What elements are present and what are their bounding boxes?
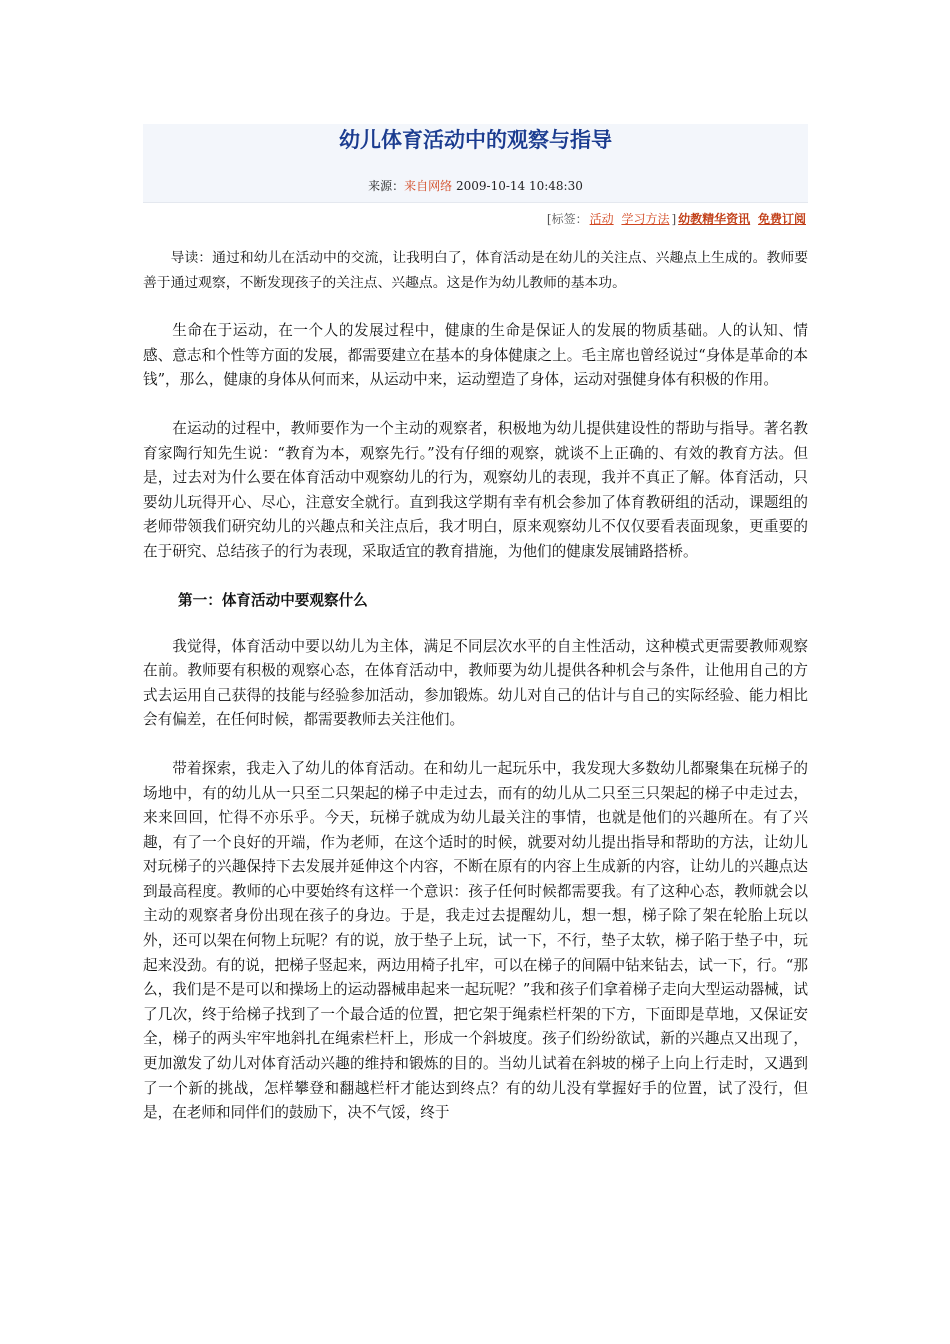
publish-datetime: 2009-10-14 10:48:30: [455, 179, 583, 193]
tags-open: [标签：: [546, 212, 588, 226]
article: [143, 124, 808, 1150]
article-meta: [143, 177, 808, 195]
article-title: 幼儿体育活动中的观察与指导: [339, 128, 612, 152]
article-header: [143, 124, 808, 203]
subscribe-link[interactable]: 免费订阅: [757, 212, 806, 226]
section-paragraph: 我觉得，体育活动中要以幼儿为主体，满足不同层次水平的自主性活动，这种模式更需要教师观察在前。教师要有积极的观察心态，在体育活动中，教师要为幼儿提供各种机会与条件，让他用自己的方式去运用自己获得的技能与经验参加活动，参加锻炼。幼儿对自己的估计与自己的实际经验、能力相比会有偏差，在任何时候，都需要教师去关注他们。: [143, 637, 808, 729]
tag-link-activity[interactable]: 活动: [589, 212, 614, 226]
tags-close: ]: [671, 212, 677, 226]
article-body: [143, 246, 808, 1126]
body-paragraph: 生命在于运动，在一个人的发展过程中，健康的生命是保证人的发展的物质基础。人的认知、情感、意志和个性等方面的发展，都需要建立在基本的身体健康之上。毛主席也曾经说过“身体是革命的本钱”，那么，健康的身体从何而来，从运动中来，运动塑造了身体，运动对强健身体有积极的作用。: [143, 322, 808, 389]
source-link[interactable]: 来自网络: [404, 179, 453, 193]
body-paragraph: 在运动的过程中，教师要作为一个主动的观察者，积极地为幼儿提供建设性的帮助与指导。著名教育家陶行知先生说：“教育为本，观察先行。”没有仔细的观察，就谈不上正确的、有效的教育方法。但是，过去对为什么要在体育活动中观察幼儿的行为，观察幼儿的表现，我并不真正了解。体育活动，只要幼儿玩得开心、尽心，注意安全就行。直到我这学期有幸有机会参加了体育教研组的活动，课题组的老师带领我们研究幼儿的兴趣点和关注点后，我才明白，原来观察幼儿不仅仅要看表面现象，更重要的在于研究、总结孩子的行为表现，采取适宜的教育措施，为他们的健康发展铺路搭桥。: [143, 419, 808, 560]
source-label: 来源：: [368, 179, 405, 193]
tag-link-study-method[interactable]: 学习方法: [621, 212, 670, 226]
tags-bar: [143, 210, 808, 228]
section-heading: 第一：体育活动中要观察什么: [178, 591, 368, 609]
section-paragraph: 带着探索，我走入了幼儿的体育活动。在和幼儿一起玩乐中，我发现大多数幼儿都聚集在玩梯子的场地中，有的幼儿从一只至二只架起的梯子中走过去，而有的幼儿从二只至三只架起的梯子中走过去，来来回回，忙得不亦乐乎。今天，玩梯子就成为幼儿最关注的事情，也就是他们的兴趣所在。有了兴趣，有了一个良好的开端，作为老师，在这个适时的时候，就要对幼儿提出指导和帮助的方法，让幼儿对玩梯子的兴趣保持下去发展并延伸这个内容，不断在原有的内容上生成新的内容，让幼儿的兴趣点达到最高程度。教师的心中要始终有这样一个意识：孩子任何时候都需要我。有了这种心态，教师就会以主动的观察者身份出现在孩子的身边。于是，我走过去提醒幼儿，想一想，梯子除了架在轮胎上玩以外，还可以架在何物上玩呢？有的说，放于垫子上玩，试一下，不行，垫子太软，梯子陷于垫子中，玩起来没劲。有的说，把梯子竖起来，两边用椅子扎牢，可以在梯子的间隔中钻来钻去，试一下，行。“那么，我们是不是可以和操场上的运动器械串起来一起玩呢？”我和孩子们拿着梯子走向大型运动器械，试了几次，终于给梯子找到了一个最合适的位置，把它架于绳索栏杆架的下方，下面即是草地，又保证安全，梯子的两头牢牢地斜扎在绳索栏杆上，形成一个斜坡度。孩子们纷纷欲试，新的兴趣点又出现了，更加激发了幼儿对体育活动兴趣的维持和锻炼的目的。当幼儿试着在斜坡的梯子上向上行走时，又遇到了一个新的挑战，怎样攀登和翻越栏杆才能达到终点？有的幼儿没有掌握好手的位置，试了没行，但是，在老师和同伴们的鼓励下，决不气馁，终于: [143, 759, 808, 1122]
lead-paragraph: 导读：通过和幼儿在活动中的交流，让我明白了，体育活动是在幼儿的关注点、兴趣点上生成的。教师要善于通过观察，不断发现孩子的关注点、兴趣点。这是作为幼儿教师的基本功。: [143, 250, 808, 291]
news-link[interactable]: 幼教精华资讯: [678, 212, 751, 226]
